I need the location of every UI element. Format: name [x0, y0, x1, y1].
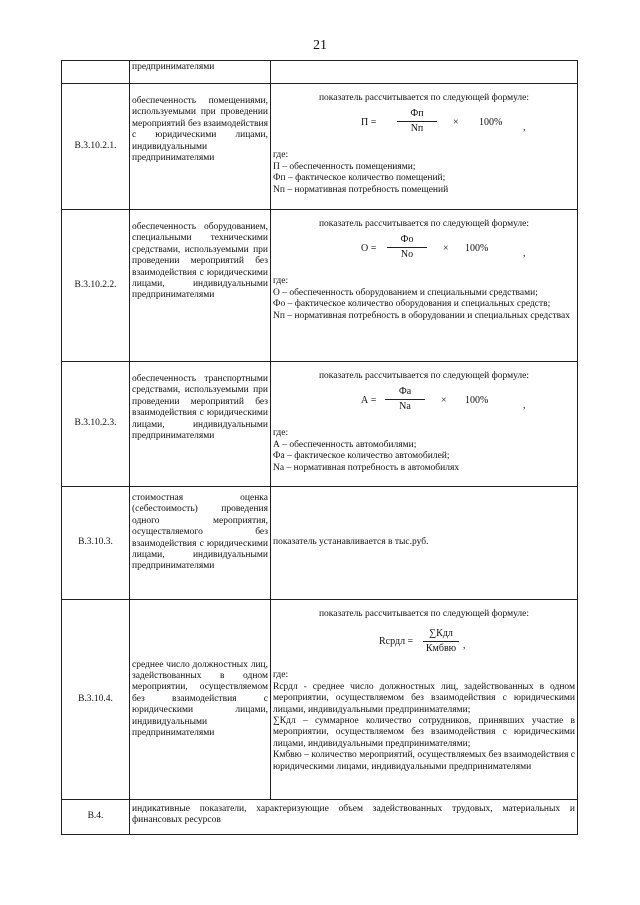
definition: Nп – нормативная потребность помещений: [273, 184, 449, 195]
indicator-code: В.4.: [62, 800, 130, 835]
formula-numerator: Фп: [410, 108, 424, 120]
indicator-code: В.3.10.3.: [62, 487, 130, 600]
table-row: [62, 362, 578, 487]
formula-fraction: [397, 108, 437, 135]
where-label: где:: [273, 670, 289, 681]
table-row: [62, 800, 578, 835]
indicator-name: обеспеченность транспортными средствами, используемыми при проведении мероприятий без взаимодействия с юридическими лицами, индивидуальными предпринимателями: [130, 362, 271, 487]
formula-lhs: А =: [361, 395, 377, 407]
definition: ∑Кдл – суммарное количество сотрудников, принявших участие в мероприятии, осуществляемом без взаимодействия с юридическими лицами, индивидуальными предпринимателями;: [273, 716, 575, 749]
formula-denominator: Кмбвю: [425, 643, 457, 655]
formula-intro: показатель рассчитывается по следующей формуле:: [318, 609, 530, 619]
indicator-method: [271, 61, 578, 84]
formula-intro: показатель рассчитывается по следующей формуле:: [318, 219, 530, 229]
definition: Фп – фактическое количество помещений;: [273, 173, 446, 184]
formula-comma: ,: [523, 122, 526, 134]
formula-numerator: ∑Кдл: [429, 628, 453, 640]
table-row: [62, 84, 578, 210]
page-number: 21: [313, 38, 327, 53]
indicator-name: обеспеченность оборудованием, специальными техническими средствами, используемыми при проведении мероприятий без взаимодействия с юридическими лицами, индивидуальными предпринимателями: [130, 210, 271, 362]
formula-times: ×: [453, 117, 459, 129]
indicator-method: [271, 362, 578, 487]
table-row: [62, 600, 578, 800]
indicator-table: [61, 60, 578, 835]
definition: Nа – нормативная потребность в автомобилях: [273, 462, 460, 473]
indicator-method: [271, 84, 578, 210]
formula-times: ×: [441, 395, 447, 407]
indicator-code: В.3.10.4.: [62, 600, 130, 800]
formula: [273, 234, 575, 274]
indicator-description: индикативные показатели, характеризующие объем задействованных трудовых, материальных и финансовых ресурсов: [130, 800, 578, 835]
indicator-name: стоимостная оценка (себестоимость) проведения одного мероприятия, осуществляемого без взаимодействия с юридическими лицами, индивидуальными предпринимателями: [130, 487, 271, 600]
formula-fraction: [387, 234, 427, 261]
formula-fraction: [423, 628, 459, 655]
indicator-code: В.3.10.2.2.: [62, 210, 130, 362]
formula-percent: 100%: [465, 243, 489, 255]
table-row: [62, 487, 578, 600]
indicator-code: [62, 61, 130, 84]
formula-intro: показатель рассчитывается по следующей формуле:: [318, 371, 530, 381]
definition: Nп – нормативная потребность в оборудовании и специальных средствах: [273, 310, 570, 321]
formula-lhs: П =: [361, 117, 377, 129]
table-row: [62, 61, 578, 84]
formula-denominator: Nа: [399, 401, 411, 413]
formula-denominator: Nо: [400, 249, 414, 261]
indicator-name: предпринимателями: [130, 61, 271, 84]
definition: Rсрдл - среднее число должностных лиц, задействованных в одном мероприятии, осуществляемом без взаимодействия с юридическими лицами, индивидуальными предпринимателями;: [273, 681, 575, 715]
indicator-method: [271, 600, 578, 800]
formula-numerator: Фо: [400, 234, 414, 246]
formula-lhs: Rсрдл =: [379, 636, 414, 648]
definition: А – обеспеченность автомобилями;: [273, 439, 417, 450]
formula-times: ×: [443, 243, 449, 255]
formula-comma: ,: [523, 400, 526, 412]
formula-fraction: [385, 386, 425, 413]
indicator-code: В.3.10.2.3.: [62, 362, 130, 487]
table-row: [62, 210, 578, 362]
formula-percent: 100%: [465, 395, 489, 407]
definition: О – обеспеченность оборудованием и специальными средствами;: [273, 287, 538, 298]
indicator-name: среднее число должностных лиц, задействованных в одном мероприятии, осуществляемом без взаимодействия с юридическими лицами, индивидуальными предпринимателями: [130, 600, 271, 800]
formula-numerator: Фа: [398, 386, 412, 398]
formula-comma: ,: [523, 248, 526, 260]
formula: [273, 108, 575, 148]
definition: Фо – фактическое количество оборудования и специальных средств;: [273, 299, 551, 310]
indicator-code: В.3.10.2.1.: [62, 84, 130, 210]
definition: Фа – фактическое количество автомобилей;: [273, 451, 450, 462]
indicator-method: [271, 210, 578, 362]
indicator-name: обеспеченность помещениями, используемыми при проведении мероприятий без взаимодействия с юридическими лицами, индивидуальными предпринимателями: [130, 84, 271, 210]
formula: [273, 386, 575, 426]
formula-percent: 100%: [479, 117, 503, 129]
where-label: где:: [273, 276, 289, 287]
where-label: где:: [273, 150, 289, 161]
formula: [273, 624, 575, 668]
formula-comma: ,: [463, 640, 466, 652]
definition: П – обеспеченность помещениями;: [273, 161, 416, 172]
definition: Кмбвю – количество мероприятий, осуществляемых без взаимодействия с юридическими лицами, индивидуальными предпринимателями: [273, 750, 575, 772]
where-label: где:: [273, 428, 289, 439]
formula-intro: показатель рассчитывается по следующей формуле:: [318, 93, 530, 103]
method-text: показатель устанавливается в тыс.руб.: [273, 537, 429, 548]
indicator-method: [271, 487, 578, 600]
formula-lhs: О =: [361, 243, 377, 255]
formula-denominator: Nп: [410, 123, 424, 135]
